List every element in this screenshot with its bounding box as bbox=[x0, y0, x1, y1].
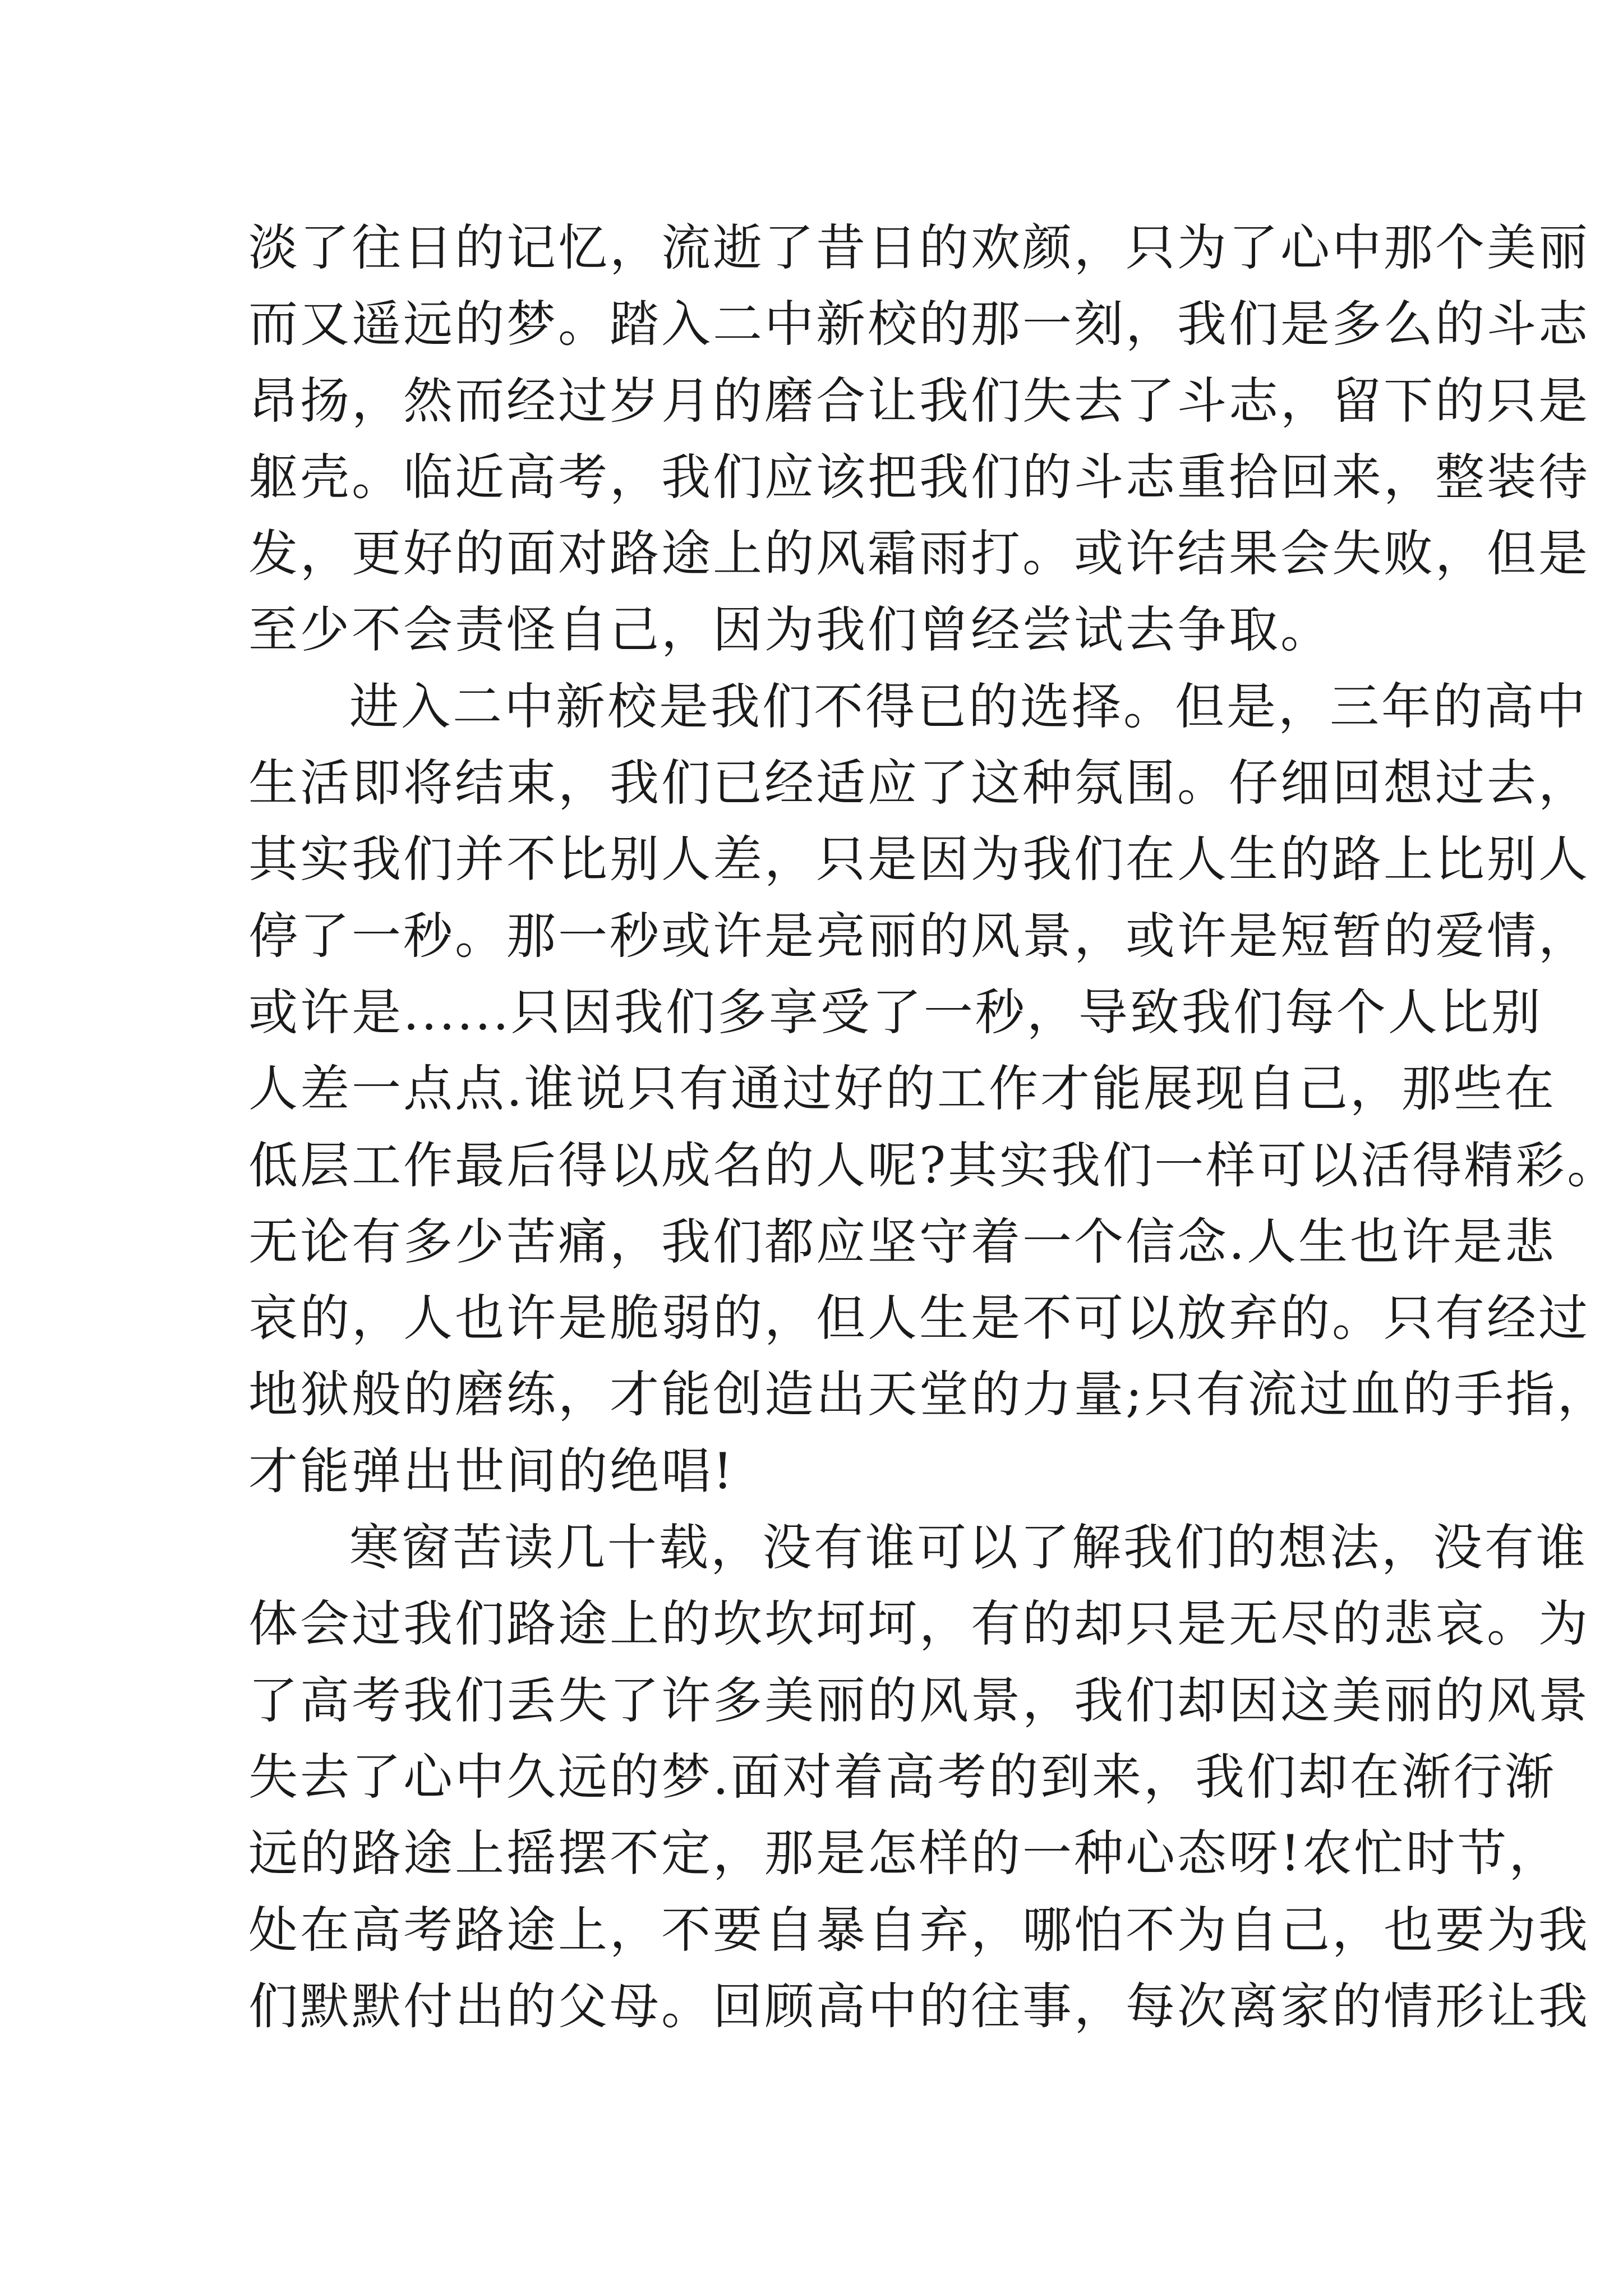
text-line: 人差一点点.谁说只有通过好的工作才能展现自己，那些在 bbox=[248, 1060, 1556, 1118]
document-body bbox=[248, 210, 1619, 2045]
text-line: 才能弹出世间的绝唱! bbox=[248, 1442, 735, 1500]
text-line: 低层工作最后得以成名的人呢?其实我们一样可以活得精彩。 bbox=[248, 1136, 1619, 1194]
paragraph-start-line: 进入二中新校是我们不得已的选择。但是，三年的高中 bbox=[349, 677, 1588, 735]
text-line: 处在高考路途上，不要自暴自弃，哪怕不为自己，也要为我 bbox=[248, 1901, 1590, 1959]
text-line: 们默默付出的父母。回顾高中的往事，每次离家的情形让我 bbox=[248, 1977, 1590, 2035]
text-line: 无论有多少苦痛，我们都应坚守着一个信念.人生也许是悲 bbox=[248, 1212, 1556, 1271]
text-line: 体会过我们路途上的坎坎坷坷，有的却只是无尽的悲哀。为 bbox=[248, 1595, 1590, 1653]
text-line: 其实我们并不比别人差，只是因为我们在人生的路上比别人 bbox=[248, 830, 1590, 889]
text-line: 发，更好的面对路途上的风霜雨打。或许结果会失败，但是 bbox=[248, 524, 1590, 583]
text-line: 生活即将结束，我们已经适应了这种氛围。仔细回想过去， bbox=[248, 754, 1590, 812]
text-line: 了高考我们丢失了许多美丽的风景，我们却因这美丽的风景 bbox=[248, 1671, 1590, 1729]
text-line: 远的路途上摇摆不定，那是怎样的一种心态呀!农忙时节， bbox=[248, 1824, 1561, 1883]
text-line: 地狱般的磨练，才能创造出天堂的力量;只有流过血的手指， bbox=[248, 1365, 1609, 1424]
text-line: 而又遥远的梦。踏入二中新校的那一刻，我们是多么的斗志 bbox=[248, 295, 1590, 353]
text-line: 至少不会责怪自己，因为我们曾经尝试去争取。 bbox=[248, 601, 1332, 659]
text-line: 哀的，人也许是脆弱的，但人生是不可以放弃的。只有经过 bbox=[248, 1289, 1590, 1347]
text-line: 昂扬，然而经过岁月的磨合让我们失去了斗志，留下的只是 bbox=[248, 371, 1590, 430]
text-line: 或许是......只因我们多享受了一秒，导致我们每个人比别 bbox=[248, 983, 1543, 1041]
text-line: 躯壳。临近高考，我们应该把我们的斗志重拾回来，整装待 bbox=[248, 448, 1590, 506]
text-line: 停了一秒。那一秒或许是亮丽的风景，或许是短暂的爱情， bbox=[248, 907, 1590, 965]
paragraph-start-line: 寒窗苦读几十载，没有谁可以了解我们的想法，没有谁 bbox=[349, 1519, 1588, 1577]
text-line: 失去了心中久远的梦.面对着高考的到来，我们却在渐行渐 bbox=[248, 1747, 1556, 1806]
text-line: 淡了往日的记忆，流逝了昔日的欢颜，只为了心中那个美丽 bbox=[248, 219, 1590, 277]
